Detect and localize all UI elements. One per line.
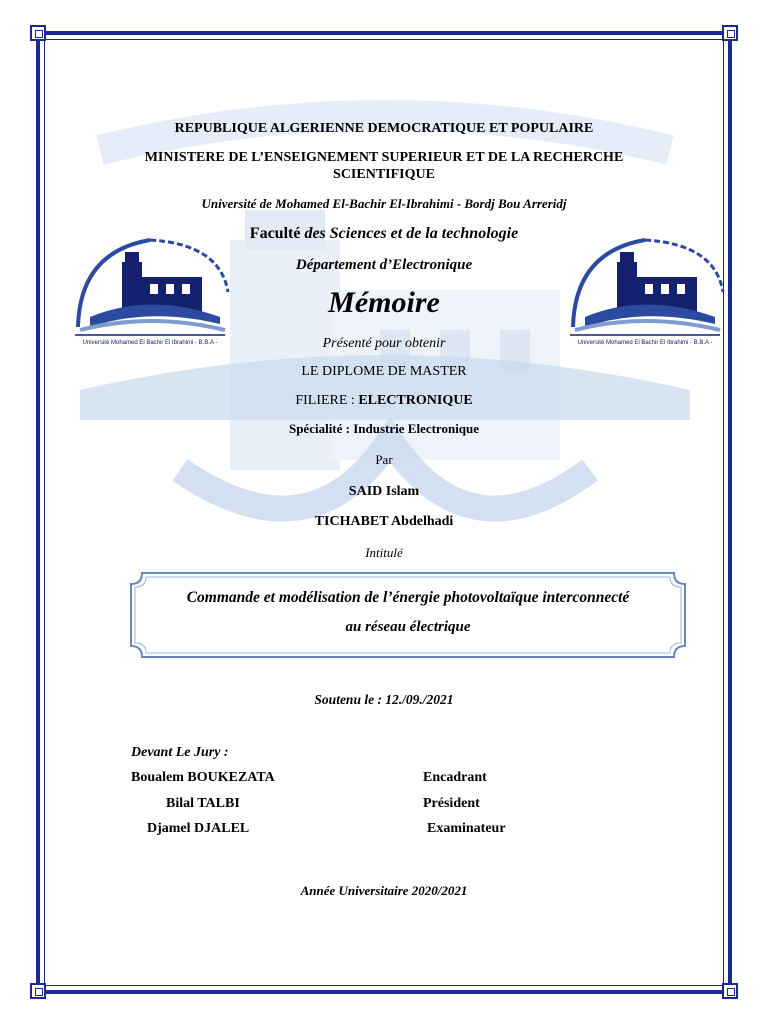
defense-date: Soutenu le : 12./09./2021	[314, 692, 454, 707]
presented-for: Présenté pour obtenir	[322, 336, 446, 351]
thesis-title-line1: Commande et modélisation de l’énergie photovoltaïque interconnecté	[186, 589, 630, 606]
author-1: SAID Islam	[348, 484, 420, 499]
university-name: Université de Mohamed El-Bachir El-Ibrahimi - Bordj Bou Arreridj	[201, 196, 567, 211]
document-type-title: Mémoire	[328, 286, 440, 319]
corner-ornament-bottom-right	[722, 983, 738, 999]
jury-member-name: Bilal TALBI	[166, 796, 240, 811]
ministry-heading-line1: MINISTERE DE L’ENSEIGNEMENT SUPERIEUR ET DE LA RECHERCHE	[144, 150, 624, 165]
jury-member-role: Président	[423, 796, 480, 811]
faculty-prefix: Faculté	[249, 225, 301, 242]
filiere-label: FILIERE :	[295, 393, 359, 408]
entitled-label: Intitulé	[365, 545, 403, 560]
diploma: LE DIPLOME DE MASTER	[301, 364, 467, 379]
republic-heading: REPUBLIQUE ALGERIENNE DEMOCRATIQUE ET POPULAIRE	[174, 121, 594, 136]
jury-member-role: Examinateur	[427, 821, 506, 836]
by-label: Par	[375, 452, 393, 467]
thesis-title-line2: au réseau électrique	[345, 619, 471, 635]
filiere	[0, 393, 768, 409]
logo-left-caption: Université Mohamed El Bachir El Ibrahimi - B.B.A -	[82, 340, 218, 346]
logo-right-caption: Université Mohamed El Bachir El Ibrahimi - B.B.A -	[577, 340, 713, 346]
academic-year: Année Universitaire 2020/2021	[300, 883, 468, 898]
faculty-name	[0, 225, 768, 243]
jury-member-name: Boualem BOUKEZATA	[131, 770, 275, 785]
department-name: Département d’Electronique	[295, 257, 473, 273]
author-2: TICHABET Abdelhadi	[314, 514, 454, 529]
filiere-value: ELECTRONIQUE	[358, 393, 473, 408]
jury-heading: Devant Le Jury :	[131, 745, 229, 760]
corner-ornament-top-left	[30, 25, 46, 41]
jury-member-role: Encadrant	[423, 770, 487, 785]
corner-ornament-bottom-left	[30, 983, 46, 999]
faculty-rest: des Sciences et de la technologie	[300, 225, 519, 242]
speciality: Spécialité : Industrie Electronique	[288, 421, 480, 436]
thesis-title-frame	[128, 570, 688, 660]
jury-member-name: Djamel DJALEL	[147, 821, 250, 836]
ministry-heading-line2: SCIENTIFIQUE	[333, 167, 435, 182]
corner-ornament-top-right	[722, 25, 738, 41]
